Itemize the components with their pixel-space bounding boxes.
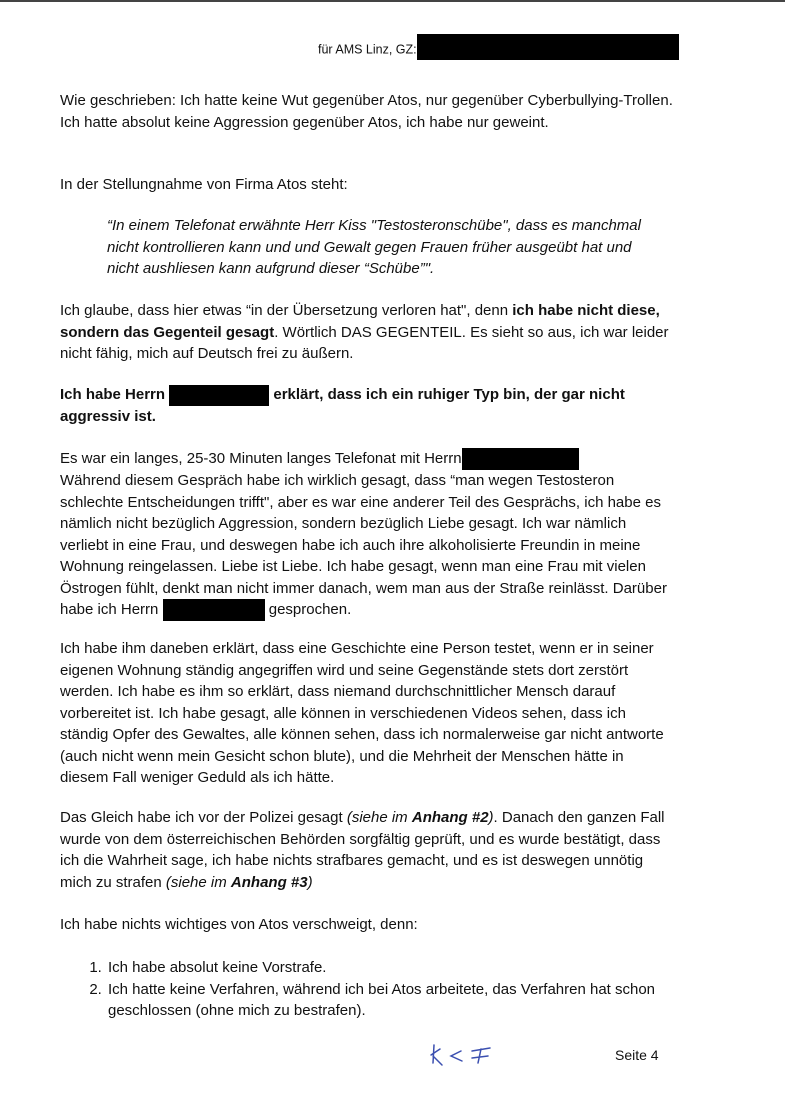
p5-text-b: Während diesem Gespräch habe ich wirklich gesagt, dass “man wegen Testosteron schlechte Entscheidungen trifft", aber es war eine anderer Teil des Gesprächs, ich habe es nämlich nicht bezüglich Aggression, sondern bezüglich Liebe gesagt. Ich war nämlich verliebt in eine Frau, und deswegen habe ich auch ihre alkoholisierte Freundin in meine Wohnung reingelassen. Liebe ist Liebe. Ich habe gesagt, wenn man eine Frau mit vielen Östrogen fühlt, denkt man nicht immer danach, wem man aus der Straße reinlässt. Darüber habe ich Herrn: [60, 472, 667, 619]
p4-text-a: Ich habe Herrn: [60, 386, 170, 403]
list-item: 2. Ich hatte keine Verfahren, während ich bei Atos arbeitete, das Verfahren hat schon geschlossen (ohne mich zu bestrafen).: [106, 979, 721, 1022]
p7-ref-open: (siehe im: [346, 809, 412, 826]
handwritten-signature: [428, 1040, 528, 1075]
p7-text-e: . Danach den ganzen Fall wurde von dem österreichischen Behörden sorgfältig geprüft, und es wurde bestätigt, dass ich die Wahrheit sage, ich habe nichts strafbares gemacht, und es ist deswegen unnötig mich zu strafen: [60, 809, 665, 891]
redaction-box: [417, 34, 679, 60]
redaction-box: [169, 385, 269, 406]
paragraph-8: Ich habe nichts wichtiges von Atos verschweigt, denn:: [60, 916, 418, 933]
page-number: Seite 4: [615, 1047, 659, 1063]
p3-text-c: . Wörtlich DAS GEGENTEIL. Es sieht so aus, ich war leider nicht fähig, mich auf Deutsch frei zu äußern.: [60, 323, 669, 362]
paragraph-3: [60, 300, 675, 365]
p7-text-a: Das Gleich habe ich vor der Polizei gesagt: [60, 809, 347, 826]
p7-ref-close: ): [488, 809, 494, 826]
paragraph-1: Wie geschrieben: Ich hatte keine Wut gegenüber Atos, nur gegenüber Cyberbullying-Trollen. Ich hatte absolut keine Aggression gegenüber Atos, ich habe nur geweint.: [60, 92, 673, 131]
redaction-box: [462, 448, 579, 470]
p7-ref2-close: ): [307, 873, 313, 891]
p5-text-a: Es war ein langes, 25-30 Minuten langes Telefonat mit Herrn: [60, 450, 462, 467]
paragraph-5: [60, 448, 675, 621]
p5-text-c: gesprochen.: [264, 601, 352, 619]
anhang-2-ref: Anhang #2: [411, 809, 489, 826]
p3-bold: ich habe nicht diese, sondern das Gegenteil gesagt: [60, 302, 660, 341]
p4-text-b: erklärt, dass ich ein ruhiger Typ bin, der gar nicht aggressiv ist.: [60, 386, 625, 425]
p3-text-a: Ich glaube, dass hier etwas “in der Übersetzung verloren hat", denn: [60, 302, 513, 319]
quote-block: “In einem Telefonat erwähnte Herr Kiss "Testosteronschübe", dass es manchmal nicht kontrollieren kann und und Gewalt gegen Frauen früher ausgeübt hat und nicht aushliesen kann aufgrund dieser “Schübe”".: [107, 217, 641, 277]
page-header: [318, 40, 679, 60]
paragraph-2: In der Stellungnahme von Firma Atos steht:: [60, 176, 348, 193]
header-label: für AMS Linz, GZ:: [318, 42, 417, 57]
paragraph-7: [60, 807, 675, 893]
redaction-box: [163, 599, 265, 621]
p7-ref2-open: (siehe im: [165, 873, 231, 891]
scan-top-edge: [0, 0, 785, 2]
anhang-3-ref: Anhang #3: [230, 873, 308, 891]
list-item: 1. Ich habe absolut keine Vorstrafe.: [106, 957, 721, 979]
numbered-list: [60, 957, 721, 1022]
paragraph-6: Ich habe ihm daneben erklärt, dass eine Geschichte eine Person testet, wenn er in seiner eigenen Wohnung ständig angegriffen wird und seine Gegenstände stets dort zerstört werden. Ich habe es ihm so erklärt, dass niemand durchschnittlicher Mensch darauf vorbereitet ist. Ich habe gesagt, alle können in verschiedenen Videos sehen, dass ich ständig Opfer des Gewaltes, alle können sehen, dass ich normalerweise gar nicht antworte (auch nicht wenn mein Gesicht schon blute), und die Mehrheit der Menschen hätte in diesem Fall weniger Geduld als ich hätte.: [60, 640, 664, 786]
paragraph-4: [60, 384, 675, 427]
